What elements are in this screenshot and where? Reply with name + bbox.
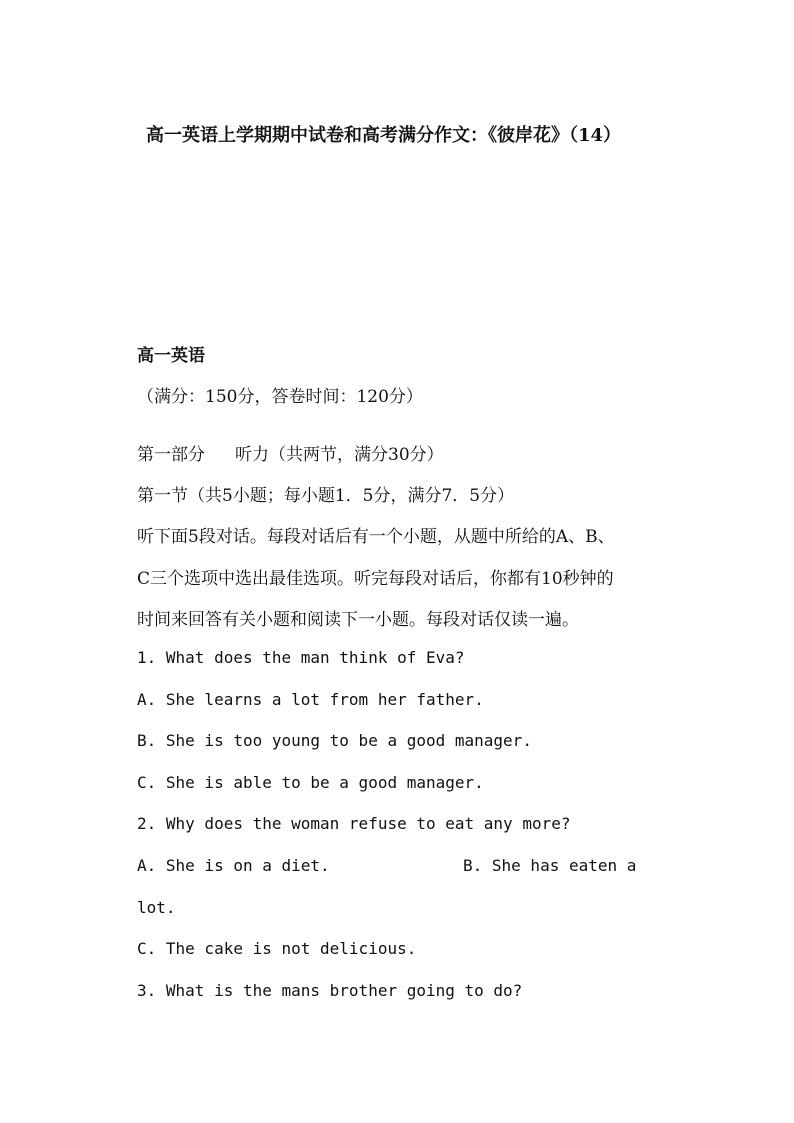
document-title: 高一英语上学期期中试卷和高考满分作文：《彼岸花》（14） xyxy=(146,125,622,146)
question-1-option-c: C. She is able to be a good manager. xyxy=(137,773,484,792)
instruction-line-3: 时间来回答有关小题和阅读下一小题。每段对话仅读一遍。 xyxy=(137,610,579,630)
question-1: 1. What does the man think of Eva? xyxy=(137,648,465,667)
part-label: 第一部分 xyxy=(137,445,205,465)
question-2-option-b: B. She has eaten a xyxy=(463,856,637,875)
question-1-option-a: A. She learns a lot from her father. xyxy=(137,690,484,709)
question-2-option-b-continued: lot. xyxy=(137,898,176,917)
question-3: 3. What is the mans brother going to do? xyxy=(137,981,523,1000)
question-1-option-b: B. She is too young to be a good manager. xyxy=(137,731,532,750)
part-heading xyxy=(137,440,444,465)
section-heading: 第一节（共5小题；每小题1．5分，满分7．5分） xyxy=(137,486,515,506)
instruction-line-2: C三个选项中选出最佳选项。听完每段对话后，你都有10秒钟的 xyxy=(137,569,614,589)
question-2: 2. Why does the woman refuse to eat any more? xyxy=(137,814,571,833)
question-2-option-a: A. She is on a diet. xyxy=(137,856,330,875)
subject-heading: 高一英语 xyxy=(137,346,205,366)
part-title: 听力（共两节，满分30分） xyxy=(235,445,444,465)
question-2-option-c: C. The cake is not delicious. xyxy=(137,939,417,958)
score-note: （满分：150分，答卷时间：120分） xyxy=(137,387,423,407)
instruction-line-1: 听下面5段对话。每段对话后有一个小题，从题中所给的A、B、 xyxy=(137,527,615,547)
